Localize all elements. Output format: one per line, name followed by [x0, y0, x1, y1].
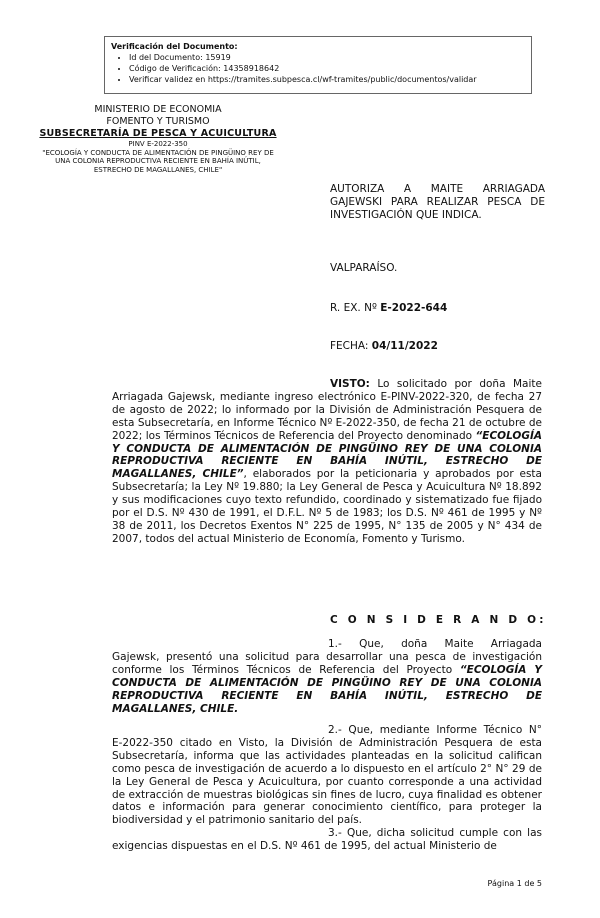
date-label: FECHA: [330, 340, 372, 352]
p1-project: “ECOLOGÍA Y CONDUCTA DE ALIMENTACIÓN DE PINGÜINO REY DE UNA COLONIA REPRODUCTIVA RECIENTE EN BAHÍA INÚTIL, ESTRECHO DE MAGALLANES, CHILE. [112, 663, 542, 715]
date-value: 04/11/2022 [371, 340, 438, 352]
page-number: Página 1 de 5 [487, 879, 542, 888]
considerando-p2 [112, 724, 542, 827]
verification-list [111, 52, 525, 85]
visto-text-1: Lo solicitado por doña Maite Arriagada Gajewsk, mediante ingreso electrónico E-PINV-2022-320, de fecha 27 de agosto de 2022; lo informado por la División de Administración Pesquera de esta Subsecretaría, en Informe Técnico Nº E-2022-350, de fecha 21 de octubre de 2022; los Términos Técnicos de Referencia del Proyecto denominado [112, 378, 542, 442]
visto-text-2: , elaborados por la peticionaria y aprobados por esta Subsecretaría; la Ley Nº 19.880; la Ley General de Pesca y Acuicultura Nº 18.892 y sus modificaciones cuyo texto refundido, coordinado y sistematizado fue fijado por el D.S. Nº 430 de 1991, el D.F.L. Nº 5 de 1983; los D.S. Nº 461 de 1995 y Nº 38 de 2011, los Decretos Exentos N° 225 de 1995, N° 135 de 2005 y N° 434 de 2007, todos del actual Ministerio de Economía, Fomento y Turismo. [112, 468, 542, 545]
considerando-p1 [112, 638, 542, 715]
verification-url[interactable]: • Verificar validez en https://tramites.subpesca.cl/wf-tramites/public/documentos/validar [129, 74, 525, 85]
p3-text: exigencias dispuestas en el D.S. Nº 461 de 1995, del actual Ministerio de [112, 839, 497, 852]
considerando-p3 [112, 827, 542, 853]
resolution-subject: AUTORIZA A MAITE ARRIAGADA GAJEWSKI PARA REALIZAR PESCA DE INVESTIGACIÓN QUE INDICA. [330, 183, 545, 221]
visto-label: VISTO: [330, 378, 370, 390]
project-title-header: "ECOLOGÍA Y CONDUCTA DE ALIMENTACIÓN DE PINGÜINO REY DE UNA COLONIA REPRODUCTIVA RECIENTE EN BAHÍA INÚTIL, ESTRECHO DE MAGALLANES, CHILE" [42, 148, 274, 174]
subsecretaria-title: SUBSECRETARÍA DE PESCA Y ACUICULTURA [39, 128, 277, 139]
ministry-line-1: MINISTERIO DE ECONOMIA [94, 104, 222, 115]
ministry-header [30, 104, 286, 174]
resolution-city: VALPARAÍSO. [330, 262, 398, 274]
p1-lead: 1.- Que, doña Maite Arriagada [328, 638, 542, 650]
verification-code: • Código de Verificación: 14358918642 [129, 63, 525, 74]
p1-text: Gajewsk, presentó una solicitud para desarrollar una pesca de investigación conforme los Términos Técnicos de Referencia del Proyecto [112, 650, 542, 676]
resolution-number [330, 302, 545, 315]
p3-lead: 3.- Que, dicha solicitud cumple con las [328, 827, 542, 839]
p2-lead: 2.- Que, mediante Informe Técnico N° [328, 724, 542, 736]
rex-number: E-2022-644 [380, 302, 448, 314]
resolution-date [330, 340, 545, 353]
verification-box [104, 36, 532, 94]
visto-project: “ECOLOGÍA Y CONDUCTA DE ALIMENTACIÓN DE PINGÜINO REY DE UNA COLONIA REPRODUCTIVA RECIENTE EN BAHÍA INÚTIL, ESTRECHO DE MAGALLANES, CHILE” [112, 429, 542, 481]
considerando-heading: C O N S I D E R A N D O: [330, 614, 547, 626]
ministry-line-2: FOMENTO Y TURISMO [106, 116, 210, 127]
verification-title: Verificación del Documento: [111, 42, 238, 51]
verification-doc-id: • Id del Documento: 15919 [129, 52, 525, 63]
visto-paragraph [112, 378, 542, 546]
p2-text: E-2022-350 citado en Visto, la División de Administración Pesquera de esta Subsecretaría, informa que las actividades planteadas en la solicitud califican como pesca de investigación de acuerdo a lo dispuesto en el artículo 2° N° 29 de la Ley General de Pesca y Acuicultura, por cuanto corresponde a una actividad de extracción de muestras biológicas sin fines de lucro, cuya finalidad es obtener datos e información para generar conocimiento científico, para proteger la biodiversidad y el patrimonio sanitario del país. [112, 736, 542, 827]
pinv-code: PINV E-2022-350 [128, 140, 188, 148]
rex-label: R. EX. Nº [330, 302, 381, 314]
